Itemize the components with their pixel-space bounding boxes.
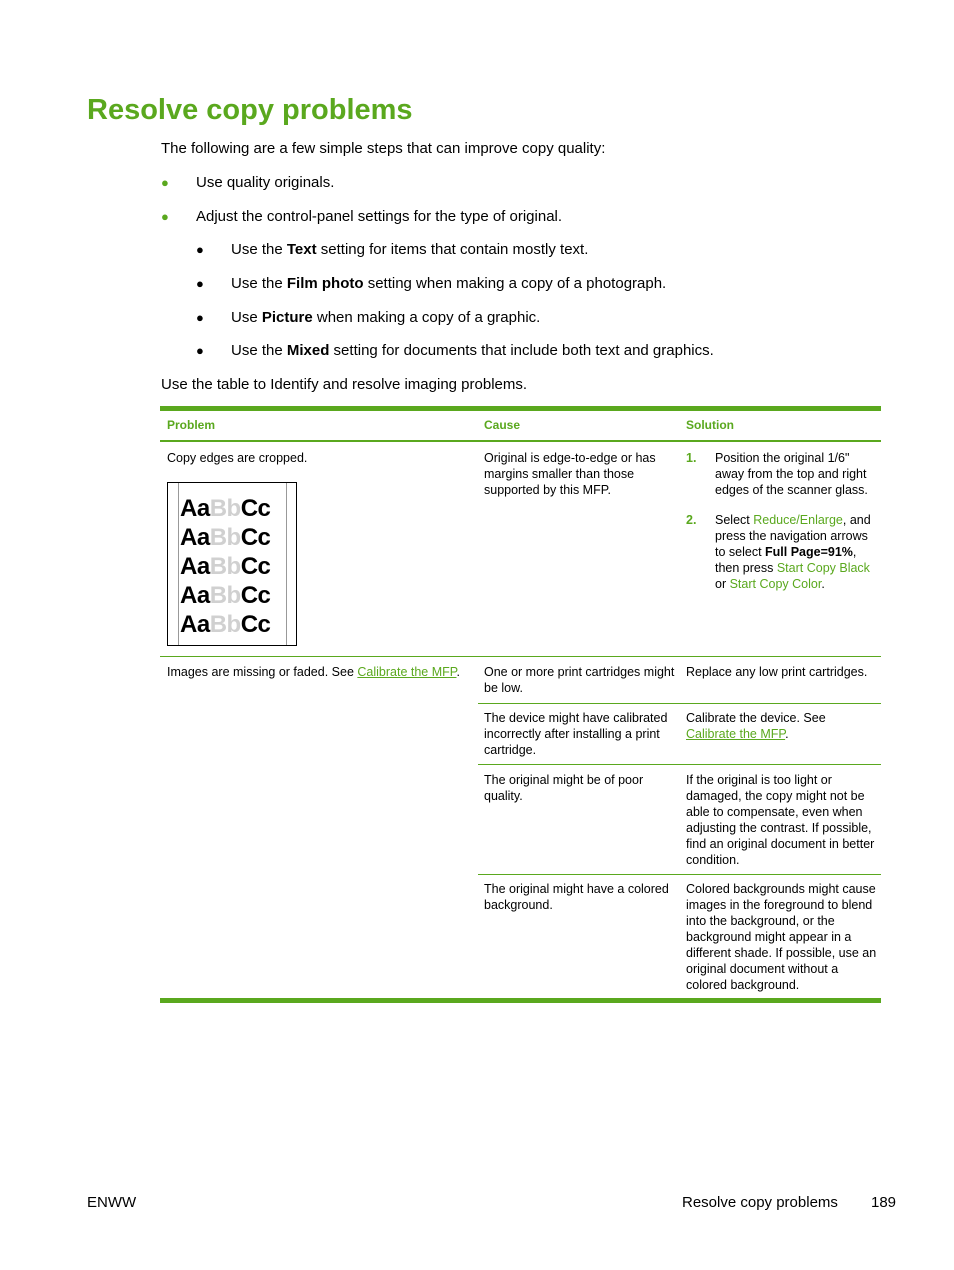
cause-cell: The original might have a colored background. — [484, 882, 669, 912]
cause-cell: The original might be of poor quality. — [484, 773, 644, 803]
intro-text: The following are a few simple steps that can improve copy quality: — [161, 140, 606, 157]
sample-text-row: AaBbCc — [180, 524, 271, 551]
bullet-dot-icon: ● — [196, 343, 204, 358]
footer-left: ENWW — [87, 1194, 137, 1211]
step-text: Select Reduce/Enlarge, and press the navigation arrows to select Full Page=91%, then press Start Copy Black or Start Copy Color. — [715, 513, 871, 591]
sub-bullet-text: Use Picture when making a copy of a graphic. — [231, 309, 541, 326]
bullet-dot-icon: ● — [196, 310, 204, 325]
solution-step — [686, 450, 876, 498]
step-text: Position the original 1/6" away from the top and right edges of the scanner glass. — [715, 451, 868, 497]
page-title: Resolve copy problems — [87, 94, 413, 126]
solution-cell: Colored backgrounds might cause images in the foreground to blend into the background, or the background might appear in a different shade. If possible, use an original document without a colored background. — [686, 882, 877, 992]
sample-text-row: AaBbCc — [180, 495, 271, 522]
bullet-dot-icon: ● — [161, 175, 169, 190]
sub-bullet-text: Use the Text setting for items that contain mostly text. — [231, 241, 589, 258]
step-number: 1. — [686, 451, 697, 465]
header-solution: Solution — [686, 418, 734, 432]
cropped-sample-image — [167, 482, 297, 646]
cause-cell: One or more print cartridges might be low. — [484, 665, 675, 695]
page-number: 189 — [871, 1194, 897, 1211]
bullet-dot-icon: ● — [161, 209, 169, 224]
row-divider — [478, 874, 881, 875]
solution-cell: If the original is too light or damaged, the copy might not be able to compensate, even when adjusting the contrast. If possible, find an original document in better condition. — [686, 773, 875, 867]
step-number: 2. — [686, 513, 697, 527]
row-divider — [160, 656, 881, 657]
table-top-rule — [160, 406, 881, 411]
sample-text-row: AaBbCc — [180, 553, 271, 580]
bullet-text: Adjust the control-panel settings for the type of original. — [196, 208, 563, 225]
start-copy-color-label: Start Copy Color — [729, 577, 822, 591]
sample-crop-line — [178, 483, 179, 645]
bullet-dot-icon: ● — [196, 276, 204, 291]
problem-cell: Images are missing or faded. See Calibrate the MFP. — [167, 665, 460, 679]
sample-crop-line — [286, 483, 287, 645]
table-intro: Use the table to Identify and resolve imaging problems. — [161, 376, 528, 393]
cause-cell: The device might have calibrated incorrectly after installing a print cartridge. — [484, 711, 668, 757]
solution-step — [686, 512, 876, 592]
table-bottom-rule — [160, 998, 881, 1003]
solution-cell: Replace any low print cartridges. — [686, 665, 868, 679]
sub-bullet-text: Use the Mixed setting for documents that include both text and graphics. — [231, 342, 714, 359]
sample-text-row: AaBbCc — [180, 582, 271, 609]
sub-bullet-text: Use the Film photo setting when making a copy of a photograph. — [231, 275, 667, 292]
row-divider — [478, 764, 881, 765]
header-problem: Problem — [167, 418, 216, 432]
row-divider — [478, 703, 881, 704]
sample-text-row: AaBbCc — [180, 611, 271, 638]
reduce-enlarge-button-label: Reduce/Enlarge — [753, 513, 843, 527]
bullet-dot-icon: ● — [196, 242, 204, 257]
start-copy-black-label: Start Copy Black — [776, 561, 870, 575]
header-rule — [160, 440, 881, 442]
header-cause: Cause — [484, 418, 521, 432]
bullet-text: Use quality originals. — [196, 174, 335, 191]
cause-cell: Original is edge-to-edge or has margins smaller than those supported by this MFP. — [484, 451, 656, 497]
problem-cell: Copy edges are cropped. — [167, 451, 308, 465]
calibrate-mfp-link[interactable]: Calibrate the MFP — [357, 665, 457, 679]
calibrate-mfp-link[interactable]: Calibrate the MFP — [686, 727, 786, 741]
solution-cell: Calibrate the device. See Calibrate the MFP. — [686, 711, 826, 741]
footer-section: Resolve copy problems — [682, 1194, 838, 1211]
